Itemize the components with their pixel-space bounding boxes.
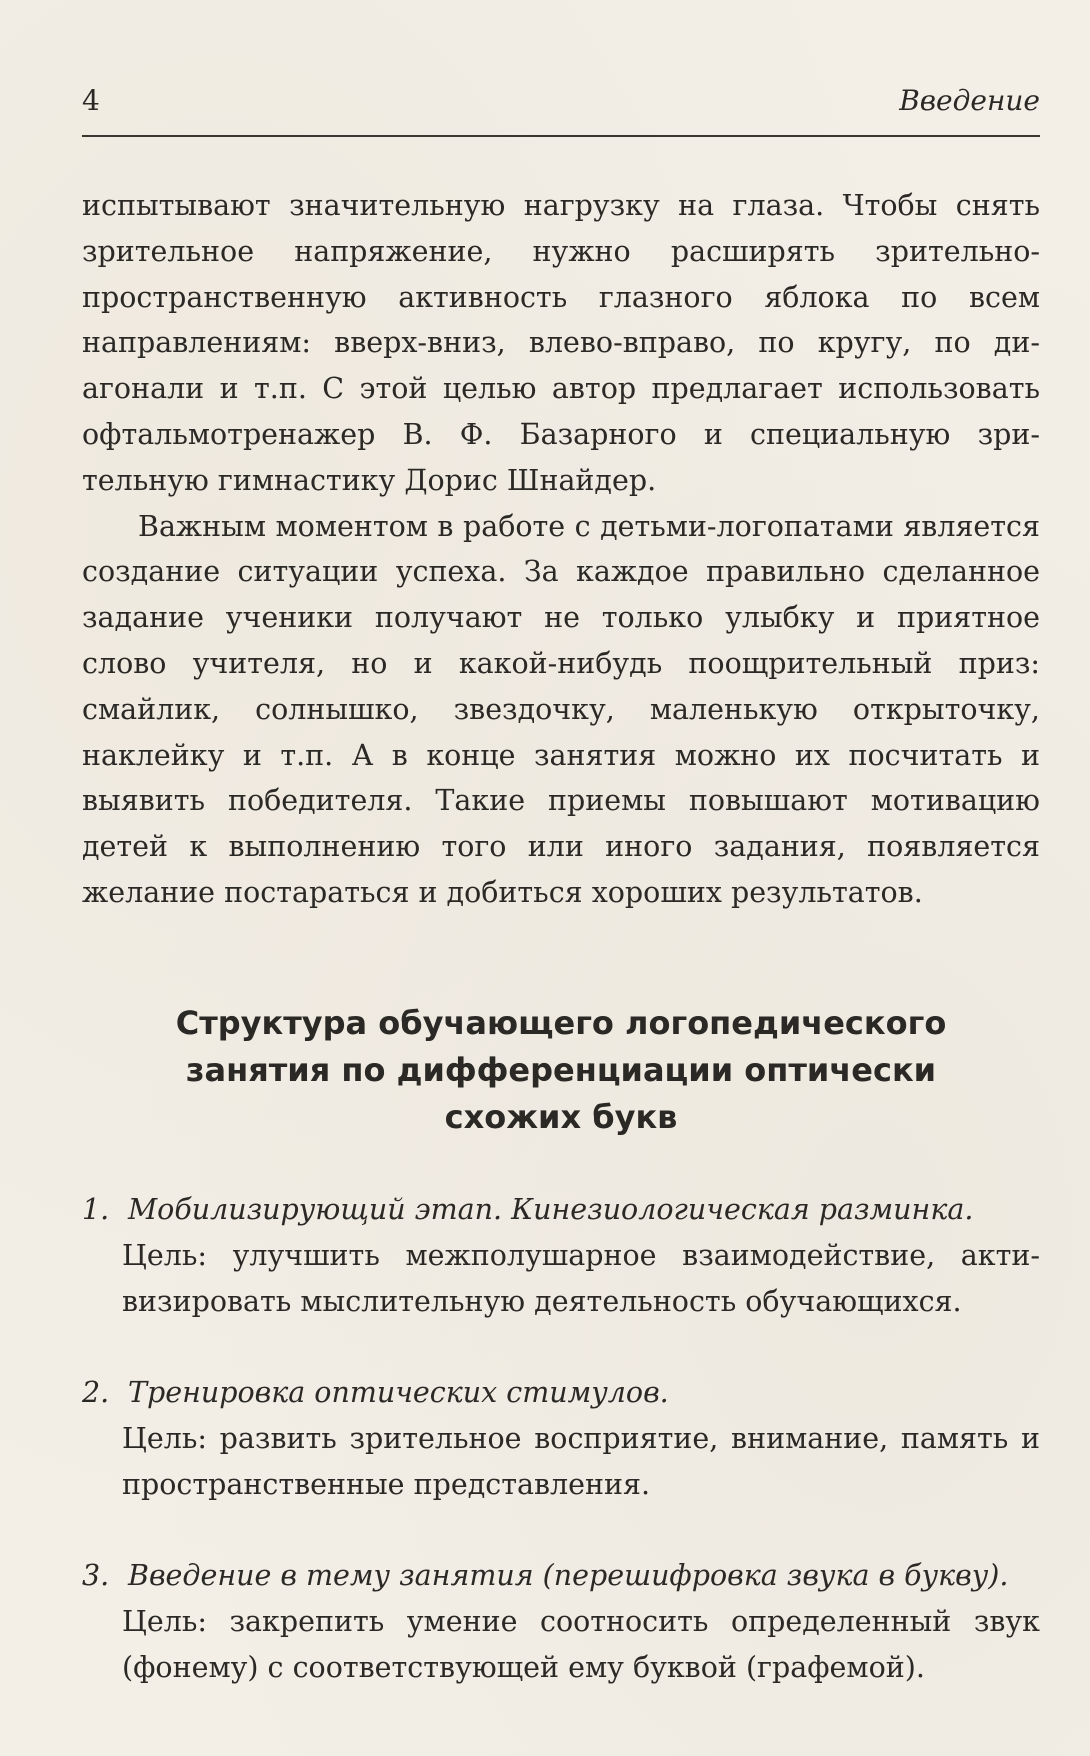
stage-title-text: Тренировка оптических стимулов. [128,1376,669,1409]
stage-title-text: Мобилизирующий этап. Кинезиологическая разминка. [128,1193,974,1226]
stage-title [82,1370,1040,1416]
stage-title-text: Введение в тему занятия (перешифровка звука в букву). [128,1559,1009,1592]
stage-number: 2. [82,1376,110,1409]
running-title: Введение [899,84,1040,117]
paragraph-success-situation: Важным моментом в работе с детьми-логопатами является создание ситуации успеха. За каждое правильно сделанное задание ученики получают не только улыбку и приятное слово учителя, но и какой-нибудь поощрительный приз: смайлик, солнышко, звездочку, маленькую открыточку, наклейку и т.п. А в конце занятия можно их посчитать и выявить победителя. Такие приемы повышают мотивацию детей к выполнению того или иного задания, появляется желание постараться и добиться хороших результатов. [82,509,1040,909]
stage-goal: Цель: улучшить межполушарное взаимодействие, активизировать мыслительную деятельность обучающихся. [122,1239,1040,1318]
lesson-stages-list [82,1187,1040,1736]
stage-goal: Цель: развить зрительное восприятие, внимание, память и пространственные представления. [122,1422,1040,1501]
header-rule [82,135,1040,137]
stage-number: 1. [82,1193,110,1226]
page-number: 4 [82,84,100,117]
stage-2 [82,1370,1040,1508]
stage-title [82,1553,1040,1599]
stage-title [82,1187,1040,1233]
stage-3 [82,1553,1040,1691]
stage-1 [82,1187,1040,1325]
stage-goal: Цель: закрепить умение соотносить определенный звук (фонему) с соответствующей ему буквой (графемой). [122,1605,1040,1684]
section-heading: Структура обучающего логопедического занятия по дифференциации оптически схожих букв [175,1004,947,1136]
page-header [82,82,1040,132]
body-text [82,183,1040,916]
paragraph-continued: испытывают значительную нагрузку на глаза. Чтобы снять зрительное напряжение, нужно расширять зрительно-пространственную активность глазного яблока по всем направлениям: вверх-вниз, влево-вправо, по кругу, по диагонали и т.п. С этой целью автор предлагает использовать офтальмотренажер В. Ф. Базарного и специальную зрительную гимнастику Дорис Шнайдер. [82,189,1040,497]
stage-number: 3. [82,1559,110,1592]
